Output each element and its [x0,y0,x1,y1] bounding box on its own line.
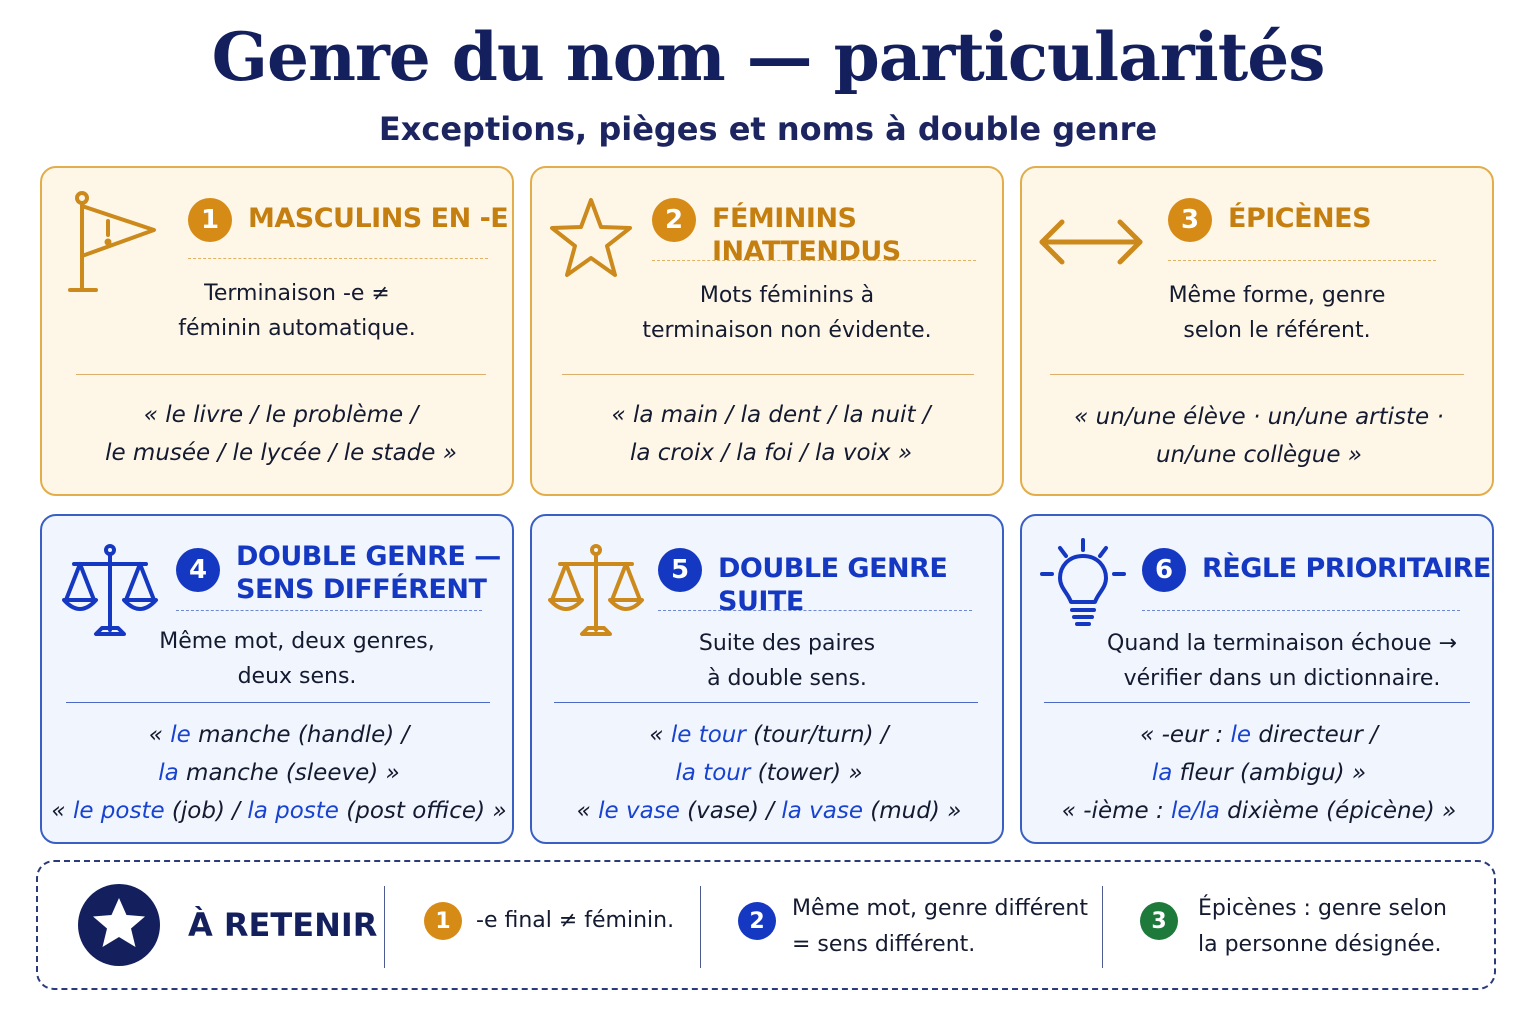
description-line: deux sens. [237,664,357,689]
example-text: « -eur : [1140,722,1231,748]
example-text: fleur (ambigu) » [1172,760,1367,786]
highlighted-article: la [158,760,179,786]
card-6 [1020,514,1494,844]
retain-number-badge: 1 [424,902,462,940]
description-line: Terminaison -e ≠ [204,281,390,306]
page-title: Genre du nom — particularités [211,18,1325,96]
example-line [48,792,510,830]
heading-divider [1142,610,1460,611]
card-5 [530,514,1004,844]
card-heading-text: MASCULINS EN -E [248,203,509,234]
highlighted-article: le [170,722,191,748]
example-text: (tower) » [750,760,863,786]
example-text: « [649,722,671,748]
example-text: « un/une élève · un/une artiste · [1074,404,1444,430]
double-arrow-icon [1036,212,1146,276]
description-line: selon le référent. [1183,318,1371,343]
example-line [562,434,980,472]
retain-line: -e final ≠ féminin. [476,908,675,933]
description-line: vérifier dans un dictionnaire. [1123,666,1441,691]
description-line: Même mot, deux genres, [159,629,435,654]
card-examples [1036,716,1482,830]
card-description [592,626,982,696]
highlighted-article: le tour [670,722,746,748]
example-text: dixième (épicène) » [1219,798,1457,824]
card-heading [652,202,1002,268]
card-heading-text: ÉPICÈNES [1228,203,1372,234]
example-line [562,396,980,434]
example-text: « la main / la dent / la nuit / [611,402,931,428]
page-subtitle: Exceptions, pièges et noms à double genre [378,110,1158,148]
section-divider [66,702,490,703]
retain-item-text [1198,891,1447,963]
number-badge: 1 [188,198,232,242]
card-heading [658,552,1002,618]
example-text: « [576,798,599,824]
highlighted-article: le vase [598,798,680,824]
description-line: Mots féminins à [699,283,875,308]
example-text: « [148,722,171,748]
retain-number-badge: 3 [1140,902,1178,940]
retain-title: À RETENIR [188,906,378,944]
number-badge: 2 [652,198,696,242]
section-divider [1050,374,1464,375]
highlighted-article: le/la [1171,798,1220,824]
card-examples [1042,398,1476,474]
retain-box [36,860,1496,990]
section-divider [554,702,978,703]
number-badge: 4 [176,548,220,592]
retain-item-text [476,903,674,939]
card-examples [72,396,490,472]
heading-divider [658,610,972,611]
retain-star-badge [78,884,160,966]
section-divider [562,374,974,375]
example-text: directeur / [1251,722,1378,748]
retain-line: = sens différent. [792,932,976,957]
example-text: (tour/turn) / [745,722,889,748]
example-text: manche (sleeve) » [178,760,400,786]
highlighted-article: la tour [675,760,751,786]
example-text: (post office) » [338,798,507,824]
example-text: « [51,798,73,824]
example-line [546,792,992,830]
card-examples [48,716,510,830]
divider [384,886,385,968]
example-line [1036,754,1482,792]
highlighted-article: le poste [72,798,165,824]
description-line: Même forme, genre [1168,283,1386,308]
example-text: « le livre / le problème / [143,402,419,428]
card-description [102,624,492,694]
description-line: Suite des paires [698,631,876,656]
retain-item-text [792,891,1088,963]
card-heading-text: DOUBLE GENRE — SENS DIFFÉRENT [236,541,501,605]
highlighted-article: le [1230,722,1252,748]
section-divider [76,374,486,375]
highlighted-article: la vase [781,798,863,824]
section-divider [1044,702,1470,703]
card-heading-text: DOUBLE GENRE SUITE [718,553,948,617]
star-icon [78,884,160,966]
example-text: (mud) » [862,798,962,824]
heading-divider [176,610,482,611]
card-heading [1142,552,1491,592]
heading-divider [188,258,488,259]
example-line [72,396,490,434]
example-line [48,754,510,792]
card-3 [1020,166,1494,496]
description-line: Quand la terminaison échoue → [1107,631,1457,656]
retain-line: Même mot, genre différent [792,896,1088,921]
example-text: le musée / le lycée / le stade » [105,440,457,466]
card-description [1092,626,1472,696]
example-text: manche (handle) / [190,722,410,748]
card-heading [188,202,508,242]
card-heading [176,540,501,606]
heading-divider [1168,260,1436,261]
example-line [546,716,992,754]
description-line: à double sens. [707,666,867,691]
example-line [1036,716,1482,754]
card-heading [1168,202,1371,242]
example-line [48,716,510,754]
example-line [72,434,490,472]
retain-line: la personne désignée. [1198,932,1442,957]
example-text: un/une collègue » [1155,442,1362,468]
card-description [102,276,492,346]
star-icon [546,194,636,288]
number-badge: 6 [1142,548,1186,592]
example-text: (job) / [164,798,248,824]
example-text: la croix / la foi / la voix » [629,440,913,466]
card-2 [530,166,1004,496]
card-4 [40,514,514,844]
description-line: terminaison non évidente. [642,318,932,343]
divider [1102,886,1103,968]
retain-number-badge: 2 [738,902,776,940]
card-1 [40,166,514,496]
example-line [1036,792,1482,830]
heading-divider [652,260,976,261]
example-line [1042,436,1476,474]
example-text: « -ième : [1061,798,1172,824]
example-text: (vase) / [679,798,782,824]
example-line [546,754,992,792]
example-line [1042,398,1476,436]
highlighted-article: la [1151,760,1173,786]
lightbulb-icon [1038,536,1128,640]
card-description [592,278,982,348]
card-heading-text: RÈGLE PRIORITAIRE [1202,553,1491,584]
card-examples [546,716,992,830]
highlighted-article: la poste [247,798,339,824]
number-badge: 5 [658,548,702,592]
card-description [1082,278,1472,348]
card-heading-text: FÉMININS INATTENDUS [712,203,901,267]
card-examples [562,396,980,472]
divider [700,886,701,968]
retain-line: Épicènes : genre selon [1198,896,1447,921]
description-line: féminin automatique. [178,316,416,341]
number-badge: 3 [1168,198,1212,242]
